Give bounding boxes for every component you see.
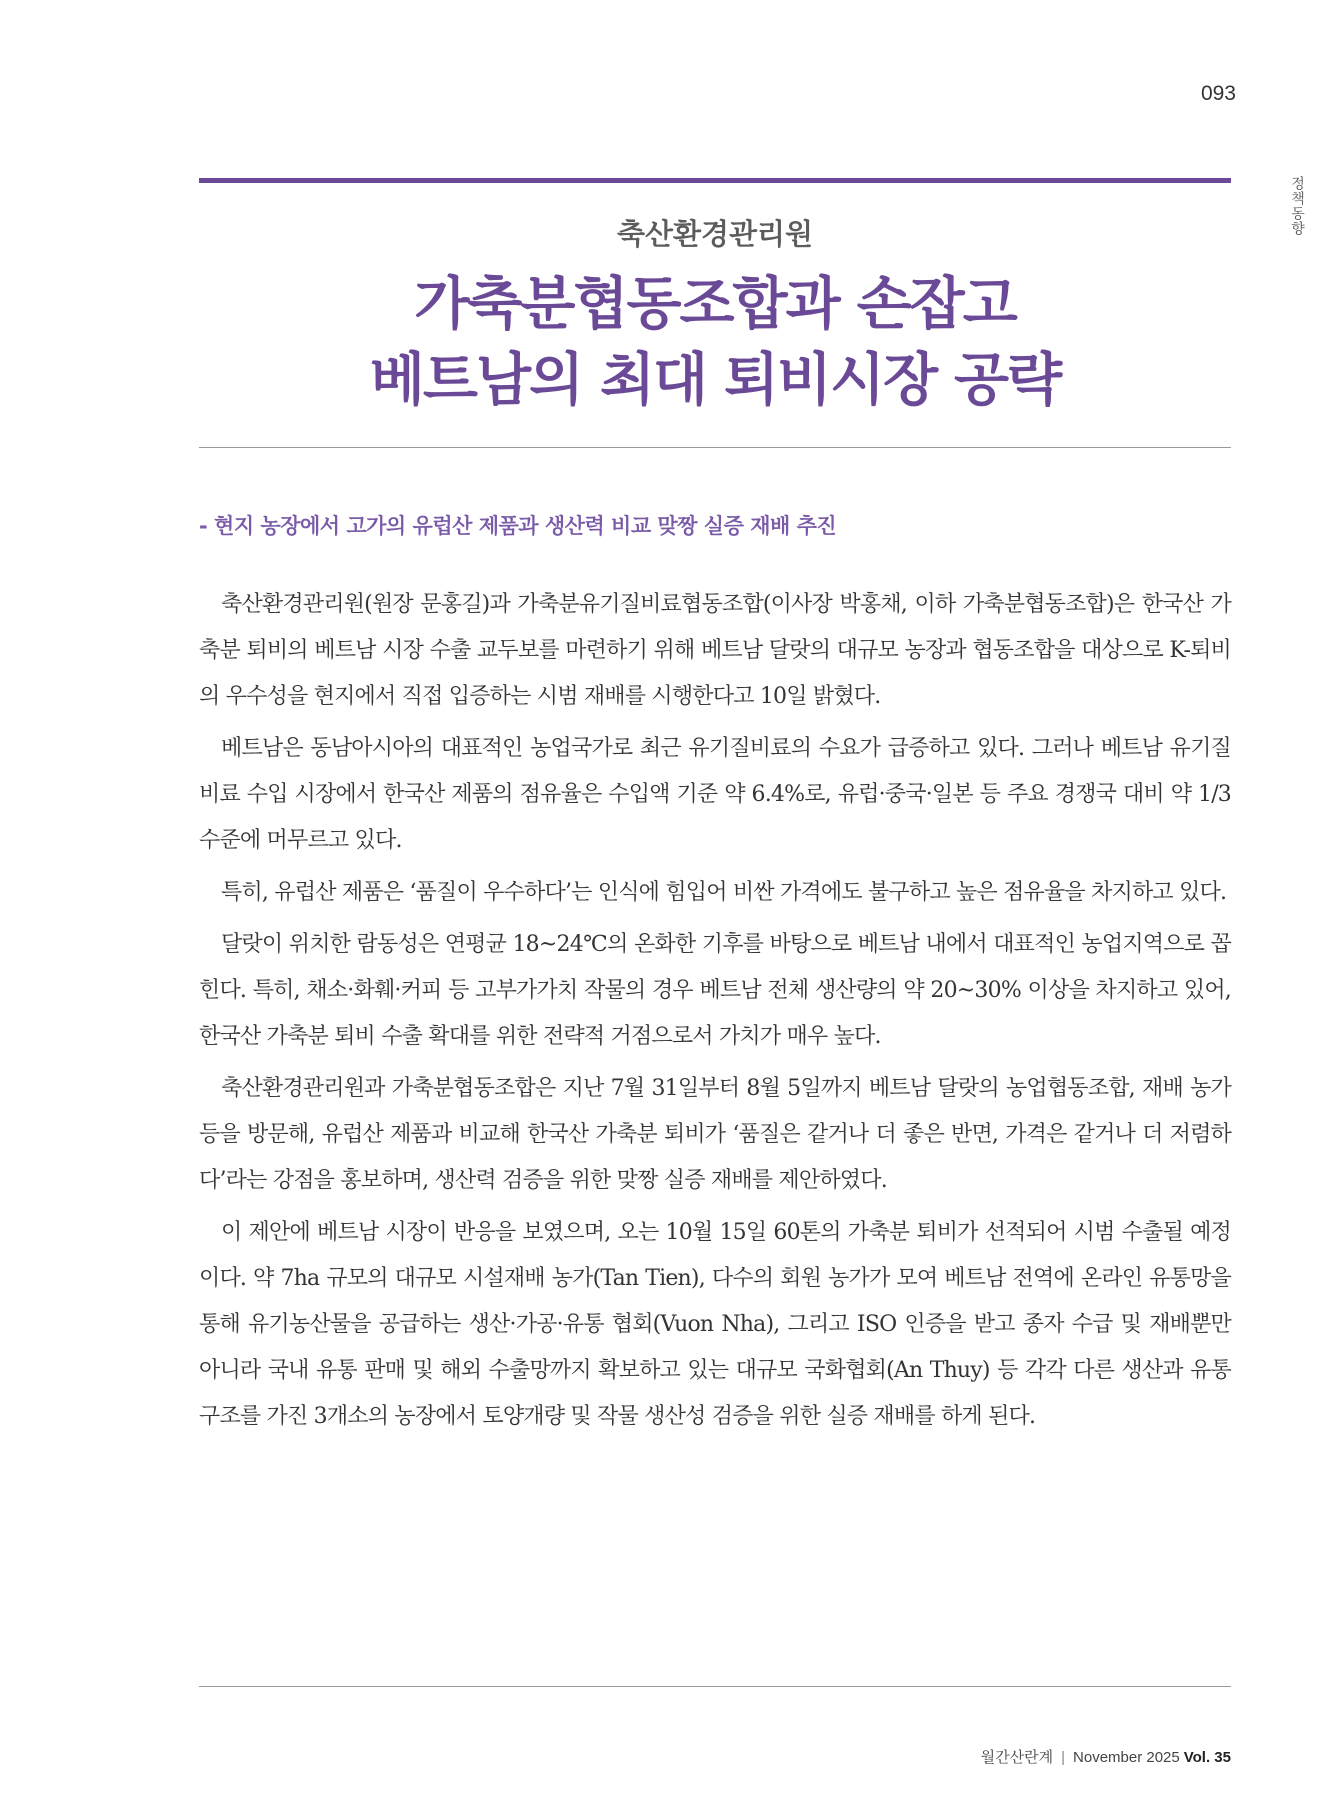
section-tab: 정책동향 (1289, 176, 1305, 236)
page-footer (981, 1746, 1231, 1767)
footer-separator: | (1061, 1749, 1066, 1766)
issue-date: November 2025 (1073, 1749, 1180, 1766)
headline-line-2: 베트남의 최대 퇴비시장 공략 (369, 347, 1061, 413)
article-body (199, 582, 1231, 1446)
top-divider (199, 178, 1231, 183)
paragraph-2: 베트남은 동남아시아의 대표적인 농업국가로 최근 유기질비료의 수요가 급증하고 있다. 그러나 베트남 유기질비료 수입 시장에서 한국산 제품의 점유율은 수입액 기준 약 6.4%로, 유럽·중국·일본 등 주요 경쟁국 대비 약 1/3 수준에 머무르고 있다. (199, 736, 1231, 853)
paragraph-5: 축산환경관리원과 가축분협동조합은 지난 7월 31일부터 8월 5일까지 베트남 달랏의 농업협동조합, 재배 농가 등을 방문해, 유럽산 제품과 비교해 한국산 가축분 퇴비가 ‘품질은 같거나 더 좋은 반면, 가격은 같거나 더 저렴하다’라는 강점을 홍보하며, 생산력 검증을 위한 맞짱 실증 재배를 제안하였다. (199, 1076, 1231, 1193)
paragraph-6: 이 제안에 베트남 시장이 반응을 보였으며, 오는 10월 15일 60톤의 가축분 퇴비가 선적되어 시범 수출될 예정이다. 약 7ha 규모의 대규모 시설재배 농가(Tan Tien), 다수의 회원 농가가 모여 베트남 전역에 온라인 유통망을 통해 유기농산물을 공급하는 생산·가공·유통 협회(Vuon Nha), 그리고 ISO 인증을 받고 종자 수급 및 재배뿐만 아니라 국내 유통 판매 및 해외 수출망까지 확보하고 있는 대규모 국화협회(An Thuy) 등 각각 다른 생산과 유통 구조를 가진 3개소의 농장에서 토양개량 및 작물 생산성 검증을 위한 실증 재배를 하게 된다. (199, 1220, 1231, 1429)
paragraph-3: 특히, 유럽산 제품은 ‘품질이 우수하다’는 인식에 힘입어 비싼 가격에도 불구하고 높은 점유율을 차지하고 있다. (221, 880, 1227, 905)
volume-number: Vol. 35 (1183, 1749, 1231, 1766)
article-subtitle: - 현지 농장에서 고가의 유럽산 제품과 생산력 비교 맞짱 실증 재배 추진 (199, 514, 837, 538)
paragraph-1: 축산환경관리원(원장 문홍길)과 가축분유기질비료협동조합(이사장 박홍채, 이하 가축분협동조합)은 한국산 가축분 퇴비의 베트남 시장 수출 교두보를 마련하기 위해 베트남 달랏의 대규모 농장과 협동조합을 대상으로 K-퇴비의 우수성을 현지에서 직접 입증하는 시범 재배를 시행한다고 10일 밝혔다. (199, 592, 1231, 709)
paragraph-4: 달랏이 위치한 람동성은 연평균 18~24℃의 온화한 기후를 바탕으로 베트남 내에서 대표적인 농업지역으로 꼽힌다. 특히, 채소·화훼·커피 등 고부가가치 작물의 경우 베트남 전체 생산량의 약 20~30% 이상을 차지하고 있어, 한국산 가축분 퇴비 수출 확대를 위한 전략적 거점으로서 가치가 매우 높다. (199, 932, 1231, 1049)
headline-line-1: 가축분협동조합과 손잡고 (414, 271, 1016, 337)
page-number: 093 (1200, 82, 1236, 105)
headline-divider (199, 447, 1231, 448)
footer-divider (199, 1686, 1231, 1687)
headline (199, 266, 1231, 418)
organization-name: 축산환경관리원 (616, 217, 814, 251)
magazine-name: 월간산란계 (980, 1749, 1054, 1766)
